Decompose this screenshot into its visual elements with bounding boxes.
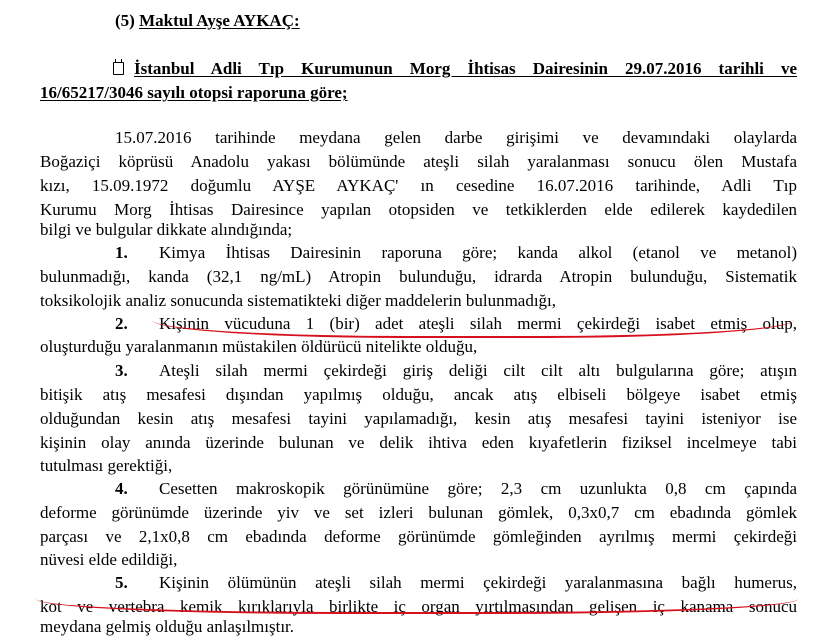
- document-icon: [113, 62, 124, 75]
- section-title: Maktul Ayşe AYKAÇ:: [139, 11, 300, 30]
- list-item-line: tutulması gerektiği,: [40, 456, 173, 475]
- list-item-first-line: 4. Cesetten makroskopik görünümüne göre; 2,3 cm uzunlukta 0,8 cm çapında: [115, 479, 797, 498]
- list-item-line: nüvesi elde edildiği,: [40, 550, 178, 569]
- report-subheading-line-1: İstanbul Adli Tıp Kurumunun Morg İhtisas Dairesinin 29.07.2016 tarihli ve: [113, 58, 797, 80]
- report-subheading-line-2: 16/65217/3046 sayılı otopsi raporuna göre;: [40, 83, 348, 102]
- list-item-first-line: 1. Kimya İhtisas Dairesinin raporuna göre; kanda alkol (etanol ve metanol): [115, 243, 797, 262]
- list-item-line: olduğundan kesin atış mesafesi tayini yapılamadığı, kesin atış mesafesi tayini isteniyor ise: [40, 409, 797, 428]
- list-item-line: toksikolojik analiz sonucunda sistematikteki diğer maddelerin bulunmadığı,: [40, 291, 557, 310]
- section-heading: [115, 10, 300, 32]
- list-item-line: kot ve vertebra kemik kırıklarıyla birlikte iç organ yırtılmasından gelişen iç kanama sonucu: [40, 597, 797, 616]
- list-item-line: parçası ve 2,1x0,8 cm ebadında deforme görünümde gömleğinden ayrılmış mermi çekirdeği: [40, 527, 797, 546]
- intro-line: kızı, 15.09.1972 doğumlu AYŞE AYKAÇ' ın cesedine 16.07.2016 tarihinde, Adli Tıp: [40, 176, 797, 195]
- list-item-line: kişinin olay anında üzerinde bulunan ve delik ihtiva eden kıyafetlerin fiziksel incelmeye tabi: [40, 433, 797, 452]
- list-item-first-line: 5. Kişinin ölümünün ateşli silah mermi çekirdeği yaralanmasına bağlı humerus,: [115, 573, 797, 592]
- list-item-first-line: 3. Ateşli silah mermi çekirdeği giriş deliği cilt cilt altı bulgularına göre; atışın: [115, 361, 797, 380]
- list-item-line: meydana gelmiş olduğu anlaşılmıştır.: [40, 617, 295, 636]
- list-item-first-line: 2. Kişinin vücuduna 1 (bir) adet ateşli silah mermi çekirdeği isabet etmiş olup,: [115, 314, 797, 333]
- list-item-line: bitişik atış mesafesi dışından yapılmış olduğu, ancak atış elbiseli bölgeye isabet etmiş: [40, 385, 797, 404]
- intro-line: Boğaziçi köprüsü Anadolu yakası bölümünde ateşli silah yaralanması sonucu ölen Mustafa: [40, 152, 797, 171]
- item-number: 5.: [115, 573, 128, 592]
- intro-line: bilgi ve bulgular dikkate alındığında;: [40, 220, 293, 239]
- intro-line: Kurumu Morg İhtisas Dairesince yapılan otopsiden ve tetkiklerden elde edilerek kaydedilen: [40, 200, 797, 219]
- item-number: 4.: [115, 479, 128, 498]
- intro-line: 15.07.2016 tarihinde meydana gelen darbe girişimi ve devamındaki olaylarda: [115, 128, 797, 147]
- item-number: 1.: [115, 243, 128, 262]
- list-item-line: bulunmadığı, kanda (32,1 ng/mL) Atropin bulunduğu, idrarda Atropin bulunduğu, Sistematik: [40, 267, 797, 286]
- item-number: 2.: [115, 314, 128, 333]
- item-number: 3.: [115, 361, 128, 380]
- list-item-line: oluşturduğu yaralanmanın müstakilen öldürücü nitelikte olduğu,: [40, 337, 478, 356]
- section-number: (5): [115, 11, 135, 30]
- list-item-line: deforme görünümde üzerinde yiv ve set izleri bulunan gömlek, 0,3x0,7 cm ebadında gömlek: [40, 503, 797, 522]
